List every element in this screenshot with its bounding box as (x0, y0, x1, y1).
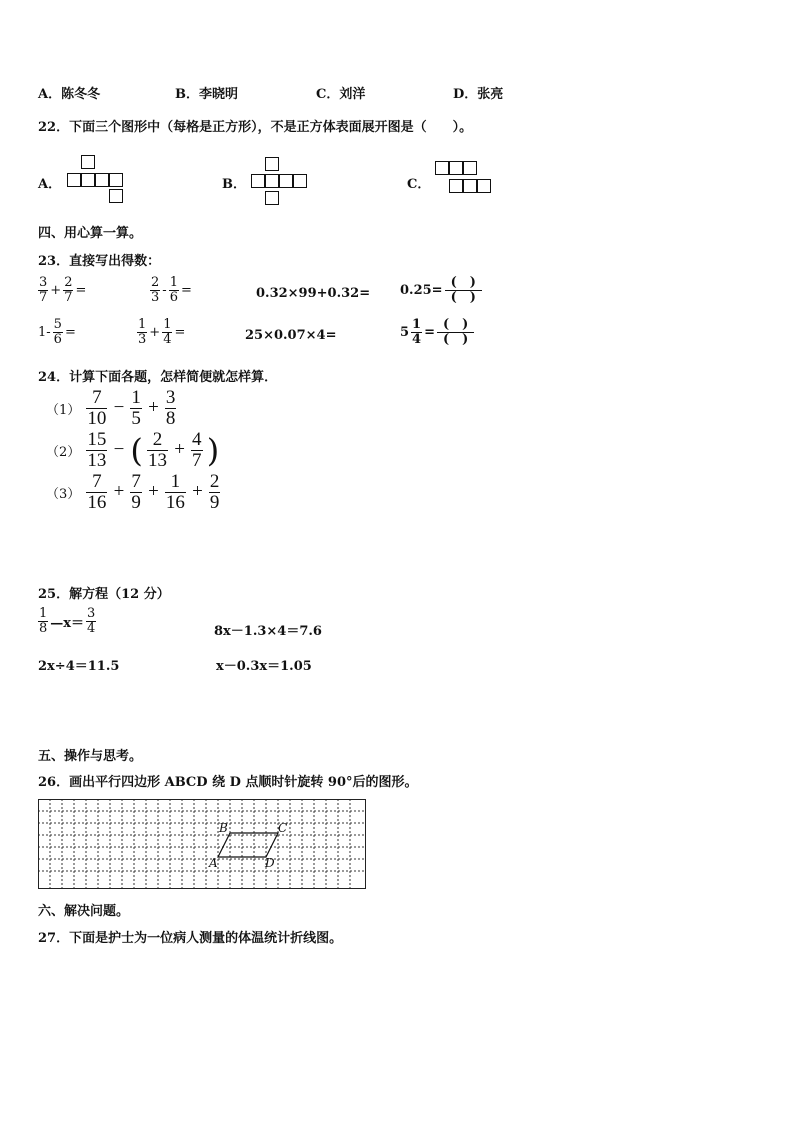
question-24-stem: 24．计算下面各题，怎样简便就怎样算． (38, 370, 278, 385)
vertex-label-c: C (278, 821, 288, 835)
question-23-stem: 23．直接写出得数： (38, 254, 161, 269)
question-26-stem: 26．画出平行四边形 ABCD 绕 D 点顺时针旋转 90°后的图形。 (38, 775, 418, 790)
q22-option-c-label: C． (407, 177, 431, 192)
q23-expr-8: 5 $\frac{1}{4}$ = $\frac{( )}{( )}$ (398, 318, 474, 346)
q25-equation-3: 2x÷4＝11.5 (38, 659, 120, 674)
option-d: D．张亮 (453, 87, 504, 102)
vertex-label-a: A (209, 856, 218, 870)
section-5-heading: 五、操作与思考。 (38, 749, 143, 764)
cube-net-b (251, 157, 311, 209)
cube-net-a (67, 155, 127, 205)
option-c: C．刘洋 (316, 87, 366, 102)
q23-expr-5: 1- $\frac{5}{6}$ = (38, 317, 76, 347)
q23-expr-4: 0.25= $\frac{( )}{( )}$ (398, 276, 482, 304)
q23-expr-2: $\frac{2}{3}$ - $\frac{1}{6}$ = (151, 275, 192, 305)
question-27-stem: 27．下面是护士为一位病人测量的体温统计折线图。 (38, 931, 343, 946)
grid-figure (38, 799, 366, 889)
option-b: B．李晓明 (175, 87, 238, 102)
question-22-stem: 22．下面三个图形中（每格是正方形），不是正方体表面展开图是（ ）。 (38, 120, 473, 135)
q24-problem-2: （2） $\frac{15}{13}$ − ( $\frac{2}{13}$ + $\frac{4}{7}$ ) (46, 429, 220, 471)
q23-expr-6: $\frac{1}{3}$ + $\frac{1}{4}$ = (138, 317, 186, 347)
section-6-heading: 六、解决问题。 (38, 904, 130, 919)
q24-problem-3: （3） $\frac{7}{16}$ + $\frac{7}{9}$ + $\frac{1}{16}$ + $\frac{2}{9}$ (46, 471, 220, 513)
option-a: A．陈冬冬 (38, 87, 101, 102)
q23-expr-3: 0.32×99+0.32= (256, 286, 371, 301)
section-4-heading: 四、用心算一算。 (38, 226, 143, 241)
cube-net-c (435, 161, 495, 199)
vertex-label-d: D (265, 856, 275, 870)
question-25-stem: 25．解方程（12 分） (38, 587, 170, 602)
q25-equation-4: x－0.3x＝1.05 (216, 659, 312, 674)
q23-expr-7: 25×0.07×4= (245, 328, 337, 343)
q24-problem-1: （1） $\frac{7}{10}$ − $\frac{1}{5}$ + $\frac{3}{8}$ (46, 387, 176, 429)
q22-option-a-label: A． (38, 177, 62, 192)
vertex-label-b: B (219, 821, 228, 835)
parallelogram-abcd (218, 833, 278, 857)
q22-option-b-label: B． (222, 177, 246, 192)
q25-equation-1: $\frac{1}{8}$ —x＝ $\frac{3}{4}$ (39, 606, 96, 636)
q23-expr-1: $\frac{3}{7}$ + $\frac{2}{7}$ = (39, 275, 87, 305)
q25-equation-2: 8x－1.3×4＝7.6 (214, 624, 322, 639)
